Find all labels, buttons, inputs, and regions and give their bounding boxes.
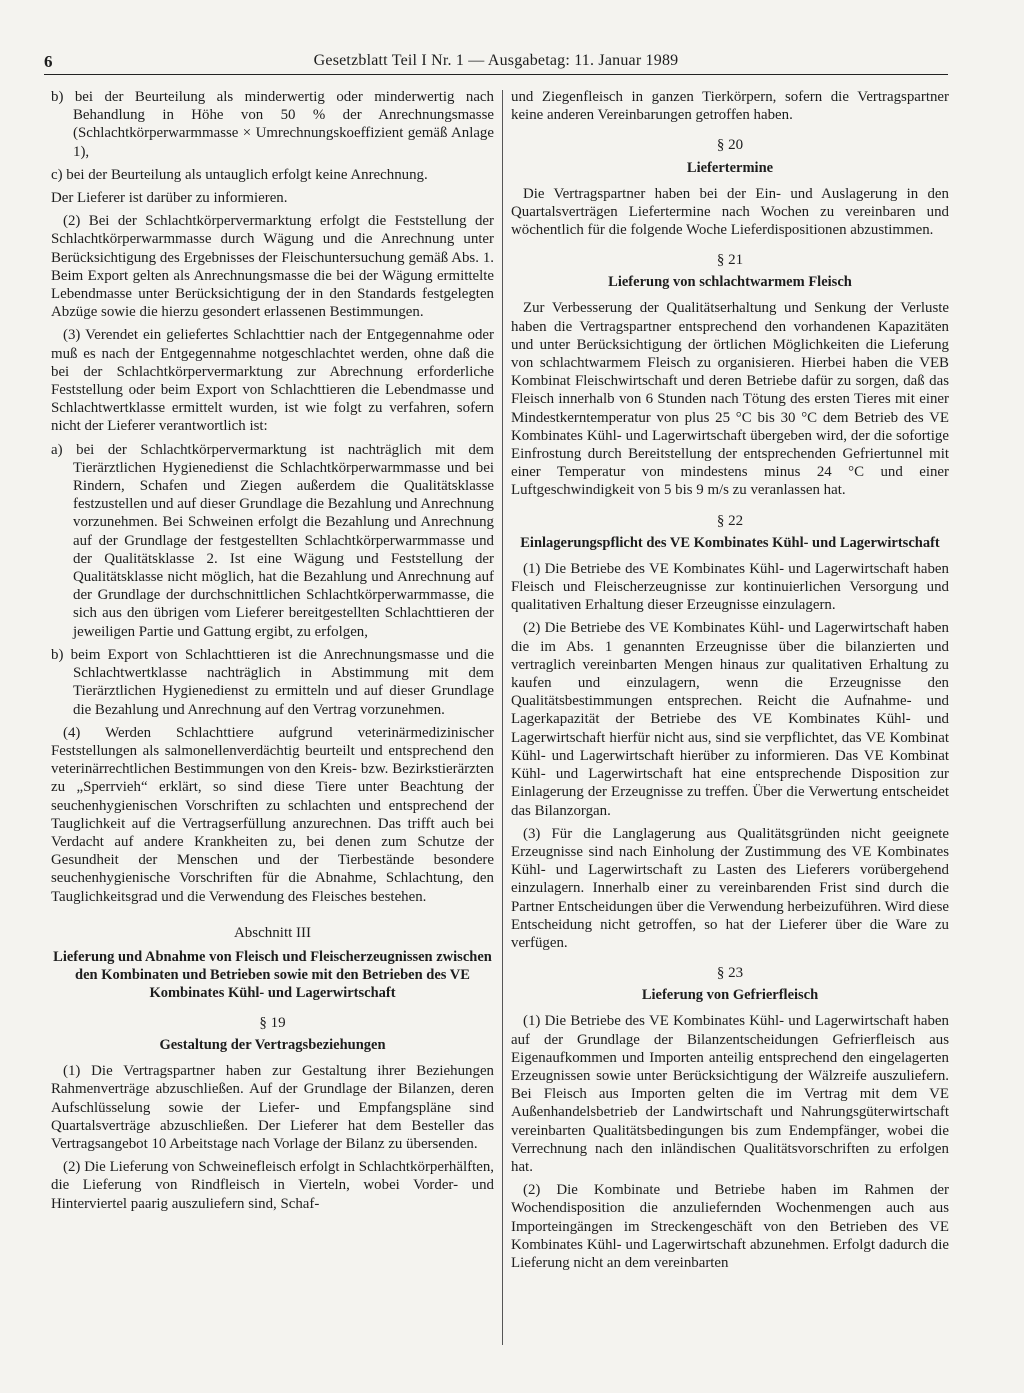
list-item-b: b) bei der Beurteilung als minderwertig oder minderwertig nach Behandlung in Höhe von 50 % der Anrechnungsmasse (Schlachtkörperwarmmasse × Umrechnungskoeffizient gemäß Anlage 1), xyxy=(51,89,494,160)
paragraph-22-2: (2) Die Betriebe des VE Kombinates Kühl- und Lagerwirtschaft haben die im Abs. 1 genannten Erzeugnisse über die bilanzierten und vertraglich vereinbarten Mengen hinaus zur qualitativen Erhaltung zu kaufen und einzulagern, wenn die Erzeugnisse den Qualitätsbestimmungen entsprechen. Reicht die Aufnahme- und Lagerkapazität der Betriebe des VE Kombinates Kühl- und Lagerwirtschaft hierfür nicht aus, sind sie verpflichtet, das VE Kombinat Kühl- und Lagerwirtschaft hierüber zu informieren. Das VE Kombinat Kühl- und Lagerwirtschaft hat eine entsprechende Disposition zur Einlagerung der Erzeugnisse zu treffen. Über die Verwertung entscheidet das Bilanzorgan. xyxy=(511,620,949,819)
paragraph-number-20: § 20 xyxy=(716,137,744,154)
paragraph-22-1: (1) Die Betriebe des VE Kombinates Kühl- und Lagerwirtschaft haben Fleisch und Fleischerzeugnisse zur kontinuierlichen Versorgung und qualitativen Erhaltung dieser Erzeugnisse einzulagern. xyxy=(511,560,949,614)
header-title: Gesetzblatt Teil I Nr. 1 — Ausgabetag: 11. Januar 1989 xyxy=(313,52,679,69)
section-heading-abschnitt: Abschnitt III xyxy=(233,924,312,941)
page-number: 6 xyxy=(44,52,53,71)
paragraph-number-22: § 22 xyxy=(716,512,744,529)
paragraph-3: (3) Verendet ein geliefertes Schlachttier nach der Entgegennahme oder muß es nach der Entgegennahme notgeschlachtet werden, ohne daß die bei der Schlachtkörpervermarktung zur Abrechnung erforderliche Feststellung oder beim Export von Schlachttieren die Lebendmasse und Schlachtwertklasse ermittelt wurden, ist wie folgt zu verfahren, sofern nicht der Lieferer verantwortlich ist: xyxy=(51,327,494,435)
paragraph-4: (4) Werden Schlachttiere aufgrund veterinärmedizinischer Feststellungen als salmonellenverdächtig beurteilt und entsprechend den veterinärrechtlichen Bestimmungen von den Kreis- bzw. Bezirkstierärzten zu „Sperrvieh“ erklärt, so sind diese Tiere unter Beachtung der seuchenhygienischen Vorschriften zu schlachten und entsprechend der Tauglichkeit auf die Vertragserfüllung anzurechnen. Das trifft auch bei Verdacht auf andere Krankheiten zu, bei denen zum Schutze der Gesundheit der Menschen und der Tierbestände besondere seuchenhygienische Vorschriften für die Abnahme, Schlachtung, den Tauglichkeitsgrad und die Verwendung des Fleisches bestehen. xyxy=(51,724,494,905)
paragraph-number-19: § 19 xyxy=(259,1014,286,1031)
paragraph-title-20: Liefertermine xyxy=(686,159,774,176)
paragraph-number-23: § 23 xyxy=(716,965,744,982)
paragraph-number-21: § 21 xyxy=(716,252,744,269)
paragraph-19-1: (1) Die Vertragspartner haben zur Gestaltung ihrer Beziehungen Rahmenverträge abzuschließen. Auf der Grundlage der Bilanzen, deren Aufschlüsselung sowie der Liefer- und Empfangspläne sind Quartalsverträge abzuschließen. Der Lieferer hat dem Besteller das Vertragsangebot 10 Arbeitstage nach Vorlage der Bilanz zu übersenden. xyxy=(51,1063,494,1152)
column-divider xyxy=(502,90,503,1345)
section-title-abschnitt: Lieferung und Abnahme von Fleisch und Fleischerzeugnissen zwischen den Kombinaten und Betrieben sowie mit den Betrieben des VE Kombinates Kühl- und Lagerwirtschaft xyxy=(53,948,492,1001)
paragraph-21: Zur Verbesserung der Qualitätserhaltung und Senkung der Verluste haben die Vertragspartner entsprechend den vorhandenen Kapazitäten und unter Berücksichtigung der örtlichen Möglichkeiten die Lieferung von schlachtwarmem Fleisch zu organisieren. Hierbei haben die VEB Kombinat Fleischwirtschaft und deren Betriebe dafür zu sorgen, daß das Fleisch innerhalb von 6 Stunden nach Tötung des ersten Tieres mit einer Mindestkerntemperatur von plus 25 °C bis 30 °C dem Betrieb des VE Kombinates Kühl- und Lagerwirtschaft übergeben wird, der die sofortige Einfrostung durch Bereitstellung der entsprechenden Gefriertunnel mit einer Temperatur von mindestens minus 24 °C und einer Luftgeschwindigkeit von 5 bis 9 m/s zu veranlassen hat. xyxy=(511,300,949,499)
paragraph-23-2: (2) Die Kombinate und Betriebe haben im Rahmen der Wochendisposition die anzuliefernden Wochenmengen auch aus Importeingängen im Streckengeschäft von den Betrieben des VE Kombinates Kühl- und Lagerwirtschaft abzunehmen. Erfolgt dadurch die Lieferung nicht an dem vereinbarten xyxy=(511,1182,949,1271)
paragraph-title-21: Lieferung von schlachtwarmem Fleisch xyxy=(608,274,852,291)
paragraph-2: (2) Bei der Schlachtkörpervermarktung erfolgt die Feststellung der Schlachtkörperwarmmasse durch Wägung und die Anrechnung unter Berücksichtigung des Ergebnisses der Fleischuntersuchung gemäß Abs. 1. Beim Export gelten als Anrechnungsmasse die bei der Wägung ermittelte Lebendmasse unter Berücksichtigung der in den Standards festgelegten Abzüge sowie die hierzu gesondert erlassenen Bestimmungen. xyxy=(51,213,494,321)
continuation-text: und Ziegenfleisch in ganzen Tierkörpern, sofern die Vertragspartner keine anderen Vereinbarungen getroffen haben. xyxy=(511,89,949,124)
list-item-c: c) bei der Beurteilung als untauglich erfolgt keine Anrechnung. xyxy=(51,166,428,183)
paragraph-23-1: (1) Die Betriebe des VE Kombinates Kühl- und Lagerwirtschaft haben auf der Grundlage der Bilanzentscheidungen Gefrierfleisch aus Eigenaufkommen und Importen anteilig entsprechend den eingelagerten Erzeugnissen sowie unter Berücksichtigung der Wälzreife auszuliefern. Bei Fleisch aus Importen gelten die im Vertrag mit dem VE Außenhandelsbetrieb der Landwirtschaft und Nahrungsgüterwirtschaft vereinbarten Qualitätsbedingungen bis zum Endempfänger, wobei die Verrechnung nach den inländischen Qualitätsvorschriften zu erfolgen hat. xyxy=(511,1013,949,1175)
paragraph-title-23: Lieferung von Gefrierfleisch xyxy=(641,987,819,1004)
left-column xyxy=(51,88,494,1218)
paragraph-20: Die Vertragspartner haben bei der Ein- und Auslagerung in den Quartalsverträgen Liefertermine nach Wochen zu vereinbaren und wöchentlich für die folgende Woche Lieferdispositionen abzustimmen. xyxy=(511,185,949,239)
paragraph-22-3: (3) Für die Langlagerung aus Qualitätsgründen nicht geeignete Erzeugnisse sind nach Einholung der Zustimmung des VE Kombinates Kühl- und Lagerwirtschaft zu Lasten des Lieferers vorübergehend einzulagern. Innerhalb einer zu vereinbarenden Frist sind durch die Partner Entscheidungen über die Verwendung herbeizuführen. Wird diese Entscheidung nicht getroffen, so hat der Lieferer über die Ware zu verfügen. xyxy=(511,825,949,951)
right-column xyxy=(511,88,949,1277)
info-line: Der Lieferer ist darüber zu informieren. xyxy=(51,190,288,207)
page-header xyxy=(44,50,948,75)
paragraph-title-19: Gestaltung der Vertragsbeziehungen xyxy=(159,1037,386,1054)
paragraph-19-2: (2) Die Lieferung von Schweinefleisch erfolgt in Schlachtkörperhälften, die Lieferung von Rindfleisch in Vierteln, wobei Vorder- und Hinterviertel paarig auszuliefern sind, Schaf- xyxy=(51,1159,494,1212)
paragraph-title-22: Einlagerungspflicht des VE Kombinates Kühl- und Lagerwirtschaft xyxy=(520,534,940,551)
paragraph-3-item-b: b) beim Export von Schlachttieren ist die Anrechnungsmasse und die Schlachtwertklasse nachträglich in Abstimmung mit dem Tierärztlichen Hygienedienst zu ermitteln und auf dieser Grundlage die Bezahlung und Anrechnung auf den Vertrag vorzunehmen. xyxy=(51,646,494,718)
paragraph-3-item-a: a) bei der Schlachtkörpervermarktung ist nachträglich mit dem Tierärztlichen Hygienedienst die Schlachtkörperwarmmasse und bei Rindern, Schafen und Ziegen außerdem die Qualitätsklasse festzustellen und auf dieser Grundlage die Bezahlung und Anrechnung vorzunehmen. Bei Schweinen erfolgt die Bezahlung und Anrechnung auf der Grundlage der festgestellten Schlachtkörperwarmmasse und der Qualitätsklasse 2. Ist eine Wägung und Feststellung der Qualitätsklasse nicht möglich, hat die Bezahlung und Anrechnung auf der Grundlage der durchschnittlichen Schlachtkörperwarmmasse, die sich aus den übrigen vom Lieferer bereitgestellten Schlachttieren der jeweiligen Partie und Gattung ergibt, zu erfolgen, xyxy=(51,441,494,640)
